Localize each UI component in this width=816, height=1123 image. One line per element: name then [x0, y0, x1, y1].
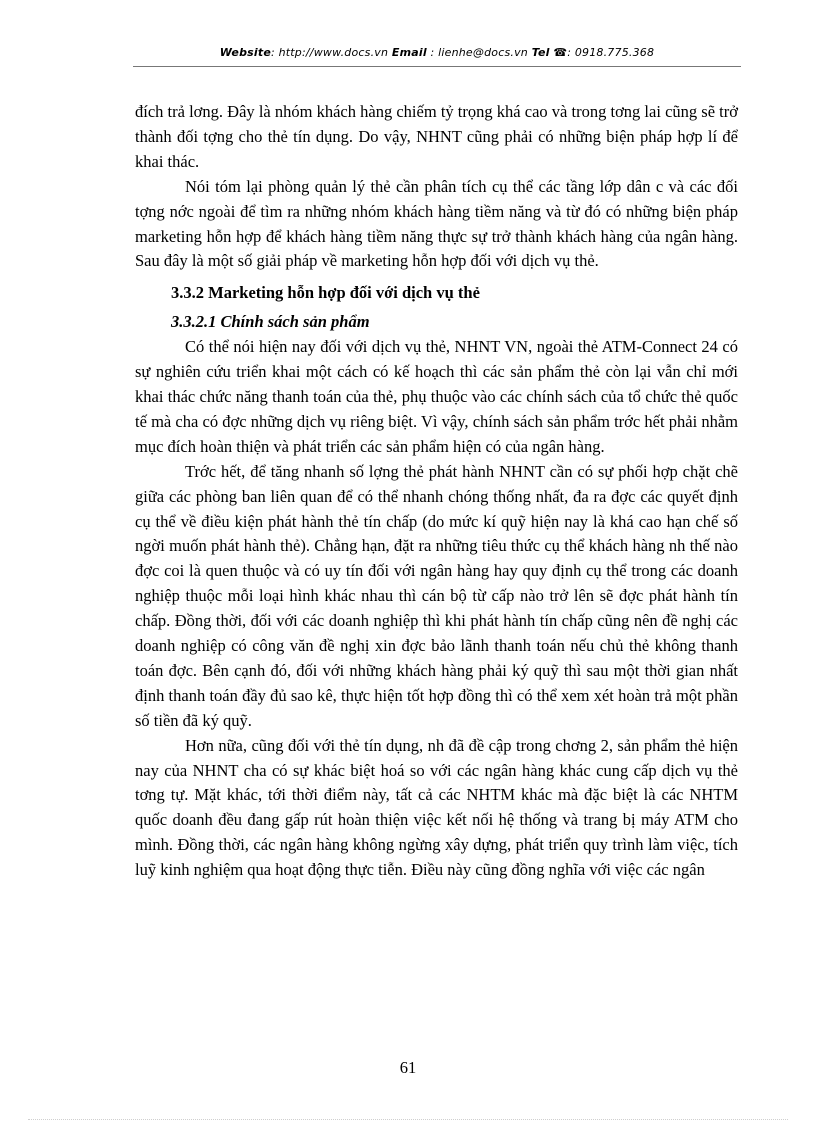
tel-label: Tel	[531, 46, 550, 59]
paragraph-5: Hơn nữa, cũng đối với thẻ tín dụng, nh đã đề cập trong chơng 2, sản phẩm thẻ hiện nay của NHNT cha có sự khác biệt hoá so với các ngân hàng khác cung cấp dịch vụ thẻ tơng tự. Mặt khác, tới thời điểm này, tất cả các NHTM khác mà đặc biệt là các NHTM quốc doanh đều đang gấp rút hoàn thiện việc kết nối hệ thống và trang bị máy ATM cho mình. Đồng thời, các ngân hàng không ngừng xây dựng, phát triển quy trình làm việc, tích luỹ kinh nghiệm qua hoạt động thực tiễn. Điều này cũng đồng nghĩa với việc các ngân	[135, 735, 738, 880]
section-heading-3-3-2: 3.3.2 Marketing hỗn hợp đối với dịch vụ thẻ	[171, 283, 480, 303]
tel-number: : 0918.775.368	[567, 46, 655, 59]
paragraph-4: Trớc hết, để tăng nhanh số lợng thẻ phát hành NHNT cần có sự phối hợp chặt chẽ giữa các phòng ban liên quan để có thể nhanh chóng thống nhất, đa ra đợc các quyết định cụ thể về điều kiện phát hành thẻ tín chấp (do mức kí quỹ hiện nay là khá cao hạn chế số ngời muốn phát hành thẻ). Chẳng hạn, đặt ra những tiêu thức cụ thể khách hàng nh thế nào đợc coi là quen thuộc và có uy tín đối với ngân hàng hay quy định cụ thể trong các doanh nghiệp thuộc mỗi loại hình khác nhau thì cán bộ từ cấp nào trở lên sẽ đợc phát hành tín chấp. Đồng thời, đối với các doanh nghiệp thì khi phát hành tín chấp cũng nên đề nghị các doanh nghiệp có công văn đề nghị xin đợc bảo lãnh thanh toán nếu chủ thẻ không thanh toán đợc. Bên cạnh đó, đối với những khách hàng phải ký quỹ thì sau một thời gian nhất định thanh toán đầy đủ sao kê, thực hiện tốt hợp đồng thì có thể xem xét hoàn trả một phần số tiền đã ký quỹ.	[135, 461, 738, 730]
footer-divider	[28, 1119, 788, 1120]
paragraph-3: Có thể nói hiện nay đối với dịch vụ thẻ, NHNT VN, ngoài thẻ ATM-Connect 24 có sự nghiên cứu triển khai một cách có kế hoạch thì các sản phẩm thẻ còn lại vẫn chỉ mới khai thác chức năng thanh toán của thẻ, phụ thuộc vào các chính sách của tổ chức thẻ quốc tế mà cha có đợc những dịch vụ riêng biệt. Vì vậy, chính sách sản phẩm trớc hết phải nhằm mục đích hoàn thiện và phát triển các sản phẩm hiện có của ngân hàng.	[135, 337, 738, 456]
website-url[interactable]: : http://www.docs.vn	[271, 46, 389, 59]
subsection-heading-3-3-2-1: 3.3.2.1 Chính sách sản phẩm	[171, 312, 370, 332]
website-label: Website	[219, 46, 271, 59]
document-body	[135, 100, 738, 883]
email-label: Email	[391, 46, 427, 59]
paragraph-2: Nói tóm lại phòng quản lý thẻ cần phân tích cụ thể các tầng lớp dân c và các đối tợng nớc ngoài để tìm ra những nhóm khách hàng tiềm năng và từ đó có những biện pháp marketing hỗn hợp để khách hàng tiềm năng thực sự trở thành khách hàng của ngân hàng. Sau đây là một số giải pháp về marketing hỗn hợp đối với dịch vụ thẻ.	[135, 176, 738, 271]
phone-icon: ☎	[553, 46, 568, 59]
page-header	[133, 46, 741, 59]
page-number: 61	[399, 1058, 417, 1077]
email-address[interactable]: : lienhe@docs.vn	[426, 46, 528, 59]
paragraph-1: đích trả lơng. Đây là nhóm khách hàng chiếm tỷ trọng khá cao và trong tơng lai cũng sẽ trở thành đối tợng cho thẻ tín dụng. Do vậy, NHNT cũng phải có những biện pháp hợp lí để khai thác.	[135, 102, 738, 171]
header-divider	[133, 66, 741, 67]
